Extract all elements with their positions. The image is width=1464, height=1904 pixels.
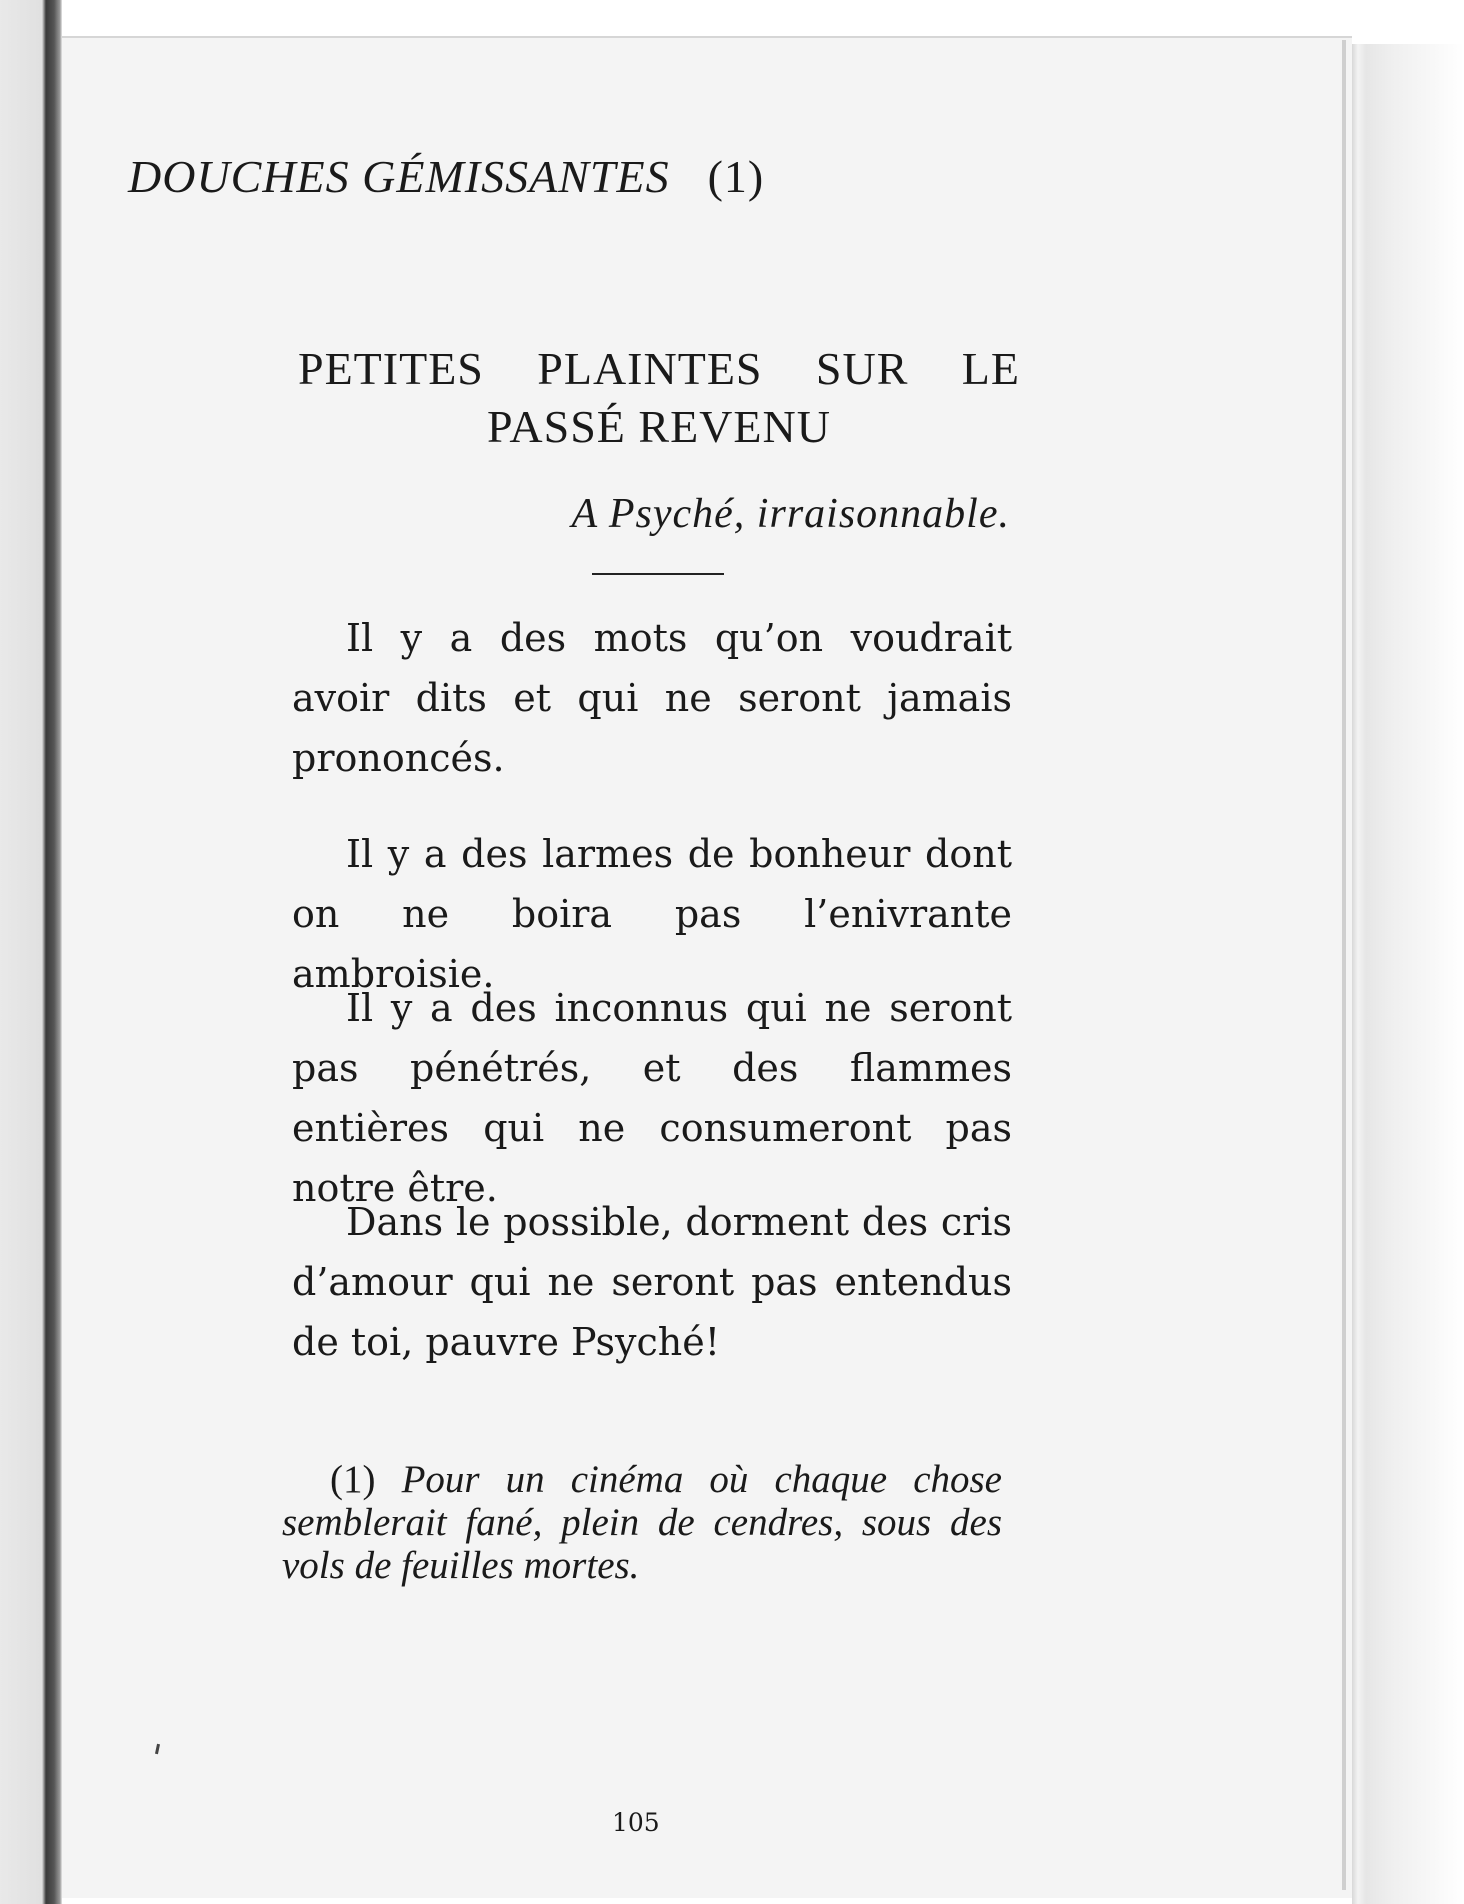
title-word: LE: [961, 343, 1020, 394]
paragraph-4: Dans le possible, dorment des cris d’amour qui ne seront pas entendus de toi, pauvre Psyché!: [292, 1200, 1012, 1364]
dedication: A Psyché, irraisonnable.: [571, 491, 1010, 537]
title-word: PLAINTES: [537, 343, 763, 394]
running-head-title: DOUCHES GÉMISSANTES: [128, 151, 670, 202]
footnote: [282, 1458, 1002, 1587]
page-number: 105: [612, 1808, 660, 1837]
section-rule: [592, 573, 724, 575]
running-head-note-ref: (1): [707, 151, 765, 202]
poem-title: [298, 340, 1020, 456]
poem-title-line-2: PASSÉ REVENU: [487, 401, 831, 452]
poem-title-line-1: [298, 340, 1020, 398]
paragraph-3: Il y a des inconnus qui ne seront pas pénétrés, et des flammes entières qui ne consumeront pas notre être.: [292, 986, 1012, 1210]
footnote-text: Pour un cinéma où chaque chose semblerait fané, plein de cendres, sous des vols de feuilles mortes.: [282, 1458, 1002, 1587]
running-head: [128, 150, 764, 203]
paragraph-1: Il y a des mots qu’on voudrait avoir dits et qui ne seront jamais prononcés.: [292, 616, 1012, 780]
title-word: PETITES: [298, 343, 484, 394]
title-word: SUR: [815, 343, 909, 394]
book-right-edge: [1352, 44, 1464, 1904]
page-edge-line: [1342, 40, 1346, 1890]
paragraph-2: Il y a des larmes de bonheur dont on ne boira pas l’enivrante ambroisie.: [292, 832, 1012, 996]
footnote-marker: (1): [330, 1458, 376, 1501]
book-binding: [0, 0, 62, 1904]
